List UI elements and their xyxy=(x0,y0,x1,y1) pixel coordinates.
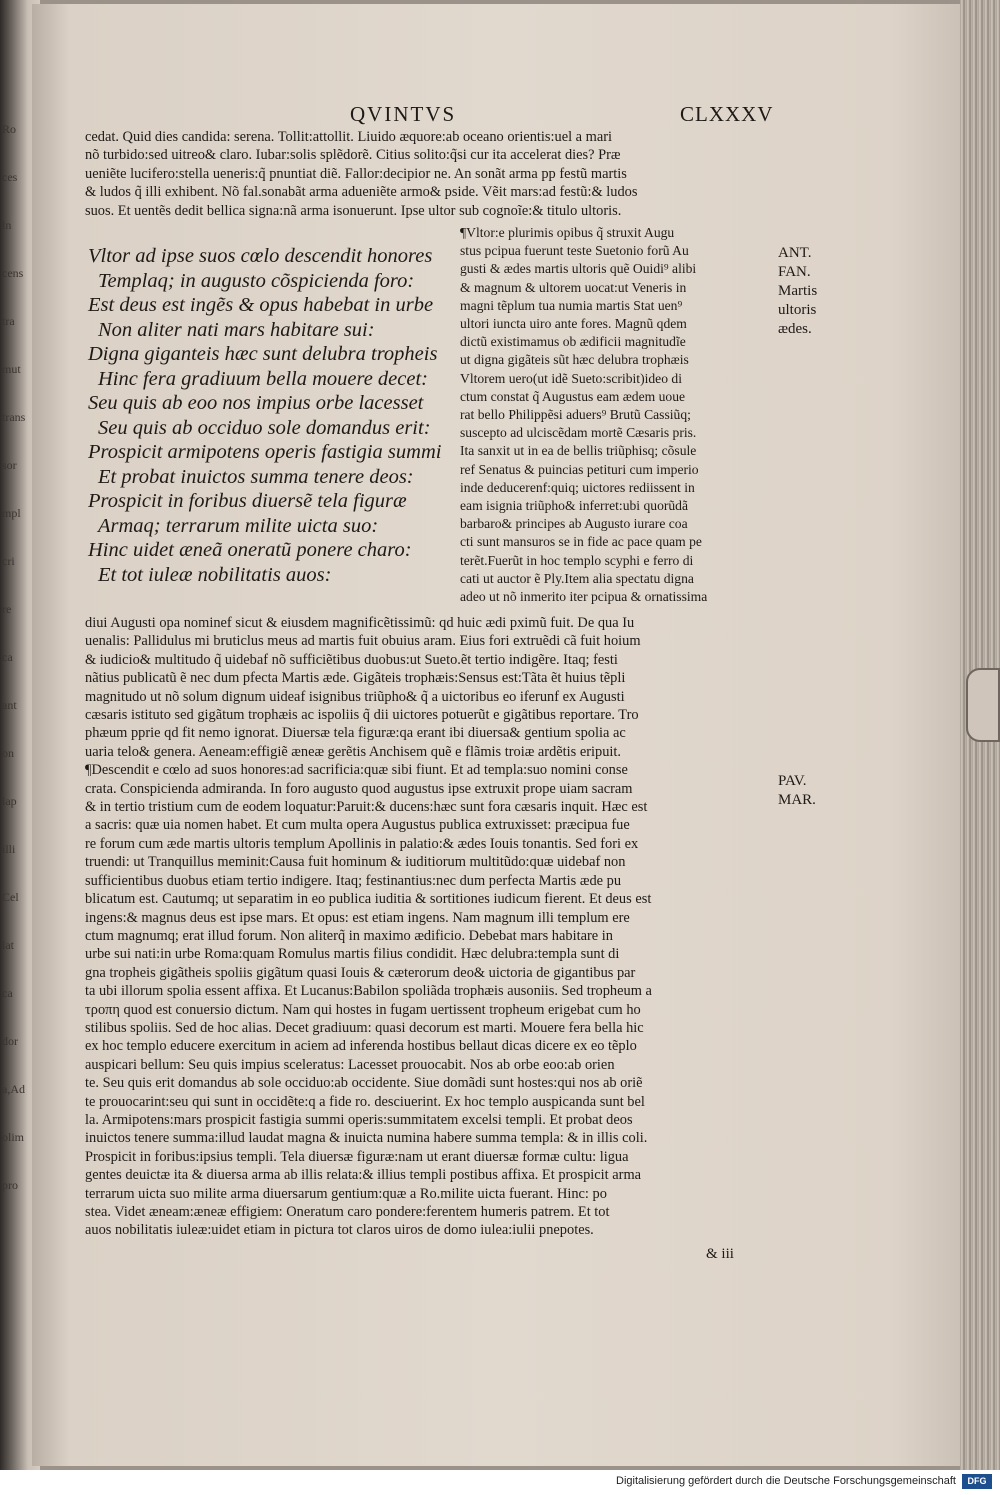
commentary-line: rat bello Philippẽsi aduers⁹ Brutũ Cassiũq; xyxy=(460,407,691,423)
text-line: terrarum uicta suo milite arma diuersarum gentium:quæ a Ro.milite uicta fuerant. Hinc: po xyxy=(85,1185,607,1202)
verse-line: Et tot iuleæ nobilitatis auos: xyxy=(98,563,332,586)
text-line: gna tropheis gigãtheis spoliis gigãtum quasi Iouis & cæterorum deo& uictoria de gigantibus par xyxy=(85,964,636,981)
prev-page-fragment: re xyxy=(2,602,12,616)
text-line: cæsaris istituto sed gigãtum trophæis ac ispoliis q̃ dii uictores potuerũt e gigãtibus reportare. Tro xyxy=(85,707,639,724)
verse-line: Templaq; in augusto cõspicienda foro: xyxy=(98,269,415,292)
margin-note-top xyxy=(778,244,817,339)
prev-page-fragment: dor xyxy=(2,1034,18,1048)
prev-page-fragment: ces xyxy=(2,170,18,184)
text-line: & iudicio& multitudo q̃ uidebaf nõ sufficiẽtibus duobus:ut Sueto.ẽt tertio indigẽre. Itaq; festi xyxy=(85,651,618,668)
prev-page-fragment: olim xyxy=(2,1130,25,1144)
verse-line: Vltor ad ipse suos cœlo descendit honores xyxy=(88,245,433,267)
verse-line: Prospicit in foribus diuersẽ tela figuræ xyxy=(88,490,407,512)
commentary-line: gusti & ædes martis ultoris quẽ Ouidi⁹ alibi xyxy=(460,261,697,277)
prev-page-fragment: sor xyxy=(2,458,17,472)
prev-page-fragment: tra xyxy=(2,314,15,328)
commentary-line: Vltorem uero(ut idẽ Sueto:scribit)ideo di xyxy=(460,370,682,386)
text-line: ta ubi illorum spolia essent affixa. Et Lucanus:Babilon spoliãda trophæis ausoniis. Sed tropheum a xyxy=(85,983,652,1000)
text-line: la. Armipotens:mars prospicit fastigia summi operis:summitatem excelsi templi. Et probat deos xyxy=(85,1111,633,1128)
margin-note-line: PAV. xyxy=(778,773,807,789)
prev-page-fragment: illi xyxy=(2,842,16,856)
verse-line: Est deus est ingẽs & opus habebat in urbe xyxy=(88,294,434,316)
text-line: Prospicit in foribus:ipsius templi. Tela diuersæ figuræ:nam ut erant diuersæ formæ cultu: ligua xyxy=(85,1148,629,1165)
commentary-line: Ita sanxit ut in ea de bellis triũphisq; cõsule xyxy=(460,443,697,459)
prev-page-fragment: cri xyxy=(2,554,15,568)
verse-line: Seu quis ab occiduo sole domandus erit: xyxy=(98,416,431,439)
commentary-line: magni tẽplum tua numia martis Stat uen⁹ xyxy=(460,297,683,313)
text-line: uaria telo& genera. Aeneam:effigiẽ æneæ gerẽtis Anchisem quẽ e flãmis troiæ ardẽtis eripuit. xyxy=(85,743,622,760)
prev-page-fragment: mpl xyxy=(2,506,21,520)
text-line: ex hoc templo educere exercitum in aciem ad inferenda hostibus bellaut dicas dicere ex eo tẽplo xyxy=(85,1038,637,1055)
text-line: sufficientibus duobus etiam tertio indigere. Itaq; festinantius:nec dum perfecta Martis æde pu xyxy=(85,872,622,889)
margin-note-line: Martis xyxy=(778,283,818,299)
prev-page-fragment: Ro xyxy=(2,122,17,136)
verse-line: Et probat inuictos summa tenere deos: xyxy=(98,465,414,488)
prev-page-fragment: on xyxy=(2,746,14,760)
main-commentary-body xyxy=(85,614,760,1240)
text-line: suos. Et uentẽs dedit bellica signa:nã arma isonuerunt. Ipse ultor sub cognoĩe:& titulo ultoris. xyxy=(85,202,622,219)
text-line: re forum cum æde martis ultoris templum Apollinis in palatio:& ædes Iouis tonantis. Sed fori ex xyxy=(85,835,639,852)
text-line: urbe sui nati:in urbe Roma:quam Romulus martis filius condidit. Hæc delubra:templa sunt di xyxy=(85,946,620,963)
margin-note-line: MAR. xyxy=(778,792,816,808)
margin-note-mid xyxy=(778,772,816,810)
commentary-line: stus pcipua fuerunt teste Suetonio forũ Au xyxy=(460,243,689,259)
footer-credit: Digitalisierung gefördert durch die Deutsche Forschungsgemeinschaft xyxy=(616,1475,956,1487)
commentary-line: & magnum & ultorem uocat:ut Veneris in xyxy=(460,279,687,295)
text-line: nõ turbido:sed uitreo& claro. Iubar:solis splẽdorẽ. Citius solito:q̃si cur ita accelerat dies? Præ xyxy=(85,147,621,164)
verse-line: Prospicit armipotens operis fastigia summi xyxy=(88,441,442,463)
prev-page-fragment: ln xyxy=(2,218,12,232)
text-line: & ludos q̃ illi exhibent. Nõ fal.sonabãt arma adueniẽte armo& pside. Vẽit mars:ad festũ:& ludos xyxy=(85,184,638,201)
text-line: te prouocarint:seu qui sunt in occidẽte:q a fide ro. desciuerint. Ex hoc templo auspicanda sunt bel xyxy=(85,1093,645,1110)
folio-number: CLXXXV xyxy=(680,102,774,126)
text-line: uenalis: Pallidulus mi bruticlus meus ad martis fuit obuius aram. Eius fori extruẽdi cã fuit hoium xyxy=(85,633,641,650)
prev-page-fragment: ca xyxy=(2,986,13,1000)
commentary-line: ut digna gigãteis sũt hæc delubra trophæis xyxy=(460,352,689,368)
commentary-line: cati ut auctor ẽ Ply.Item alia spectatu digna xyxy=(460,570,694,586)
prev-page-fragment: trans xyxy=(2,410,26,424)
commentary-line: ctum constat q̃ Augustus eam ædem uoue xyxy=(460,388,686,404)
prev-page-fragment: lap xyxy=(2,794,17,808)
prev-page-fragment: pro xyxy=(2,1178,18,1192)
commentary-line: ref Senatus & puincias petituri cum imperio xyxy=(460,461,699,477)
prev-page-fragment: ca xyxy=(2,650,13,664)
prev-page-fragment: a,Ad xyxy=(2,1082,25,1096)
book-clasp xyxy=(966,668,1000,742)
intro-paragraph xyxy=(85,128,760,220)
commentary-line: eam isignia triũpho& inferret:ubi quorũdã xyxy=(460,498,689,514)
prev-page-fragment: mut xyxy=(2,362,21,376)
text-line: stilibus spoliis. Sed de hoc alias. Decet gradiuum: quasi decorum est marti. Mouere fera bella hic xyxy=(85,1019,644,1036)
text-line: te. Seu quis erit domandus ab sole occiduo:ab occidente. Siue domãdi sunt hostes:qui nos ab oriẽ xyxy=(85,1075,643,1092)
verse-line: Digna giganteis hæc sunt delubra tropheis xyxy=(88,343,438,365)
text-line: phæum pprie qd fit nemo ignorat. Diuersæ tela figuræ:qa erant ibi diuersa& gentium spolia ac xyxy=(85,725,626,742)
digitization-footer xyxy=(0,1470,1000,1495)
text-line: ingens:& magnus deus est ipse mars. Et opus: est etiam ingens. Nam magnum illi templum ere xyxy=(85,909,630,926)
text-line: truendi: ut Tranquillus meminit:Causa fuit hominum & iuditiorum multitũdo:quæ uidebaf non xyxy=(85,854,626,871)
text-line: gentes deuictæ ita & diuersa arma ab illis relata:& illius templi postibus affixa. Et prospicit arma xyxy=(85,1167,642,1184)
text-line: a sacris: quæ uia nomen habet. Et cum multa opera Augustus publica extruxisset: præcipua fue xyxy=(85,817,630,834)
margin-note-line: ultoris xyxy=(778,302,817,318)
dfg-logo: DFG xyxy=(962,1474,992,1489)
verse-line: Hinc uidet æneã oneratũ ponere charo: xyxy=(88,539,412,561)
margin-note-line: ANT. xyxy=(778,245,812,261)
verse-line: Non aliter nati mars habitare sui: xyxy=(98,318,375,341)
prev-page-fragment: Cel xyxy=(2,890,19,904)
text-line: blicatum est. Cautumq; ut separatim in eo publica iuditia & sortitiones iudicum fierent. Et deus est xyxy=(85,891,652,908)
commentary-line: dictũ existimamus ob ædificii magnitudĩe xyxy=(460,334,686,350)
catchword: & iii xyxy=(706,1246,734,1262)
commentary-line: suscepto ad ulciscẽdam mortẽ Cæsaris pris. xyxy=(460,425,697,441)
text-line: τροπη quod est conuersio dictum. Nam qui hostes in fugam uertissent tropheum erigebat cum ho xyxy=(85,1001,641,1018)
commentary-line: cti sunt mansuros se in fide ac pace quam pe xyxy=(460,534,702,550)
verse-column xyxy=(88,244,441,587)
text-line: magnitudo ut nõ solum dignum uideaf isignibus triũpho& q̃ a uictoribus eo iferunf ex Augusti xyxy=(85,688,625,705)
text-line: nãtius publicatũ ẽ nec dum pfecta Martis æde. Gigãteis trophæis:Sensus est:Tãta ẽt huius tẽpli xyxy=(85,670,626,687)
running-head-title: QVINTVS xyxy=(350,102,457,126)
text-line: inuictos tenere summa:illud laudat magna & inuicta numina habere summa templa: & in illis coli. xyxy=(85,1130,648,1147)
commentary-line: terẽt.Fuerũt in hoc templo scyphi e ferro di xyxy=(460,552,694,568)
prev-page-fragment: ant xyxy=(2,698,17,712)
text-line: ctum magnumq; erat illud forum. Non aliterq̃ in maximo ædificio. Debebat mars habitare in xyxy=(85,927,613,944)
text-line: & in tertio tristium cum de eodem loquatur:Paruit:& ducens:hæc sunt fora cæsaris inquit. Hæc est xyxy=(85,799,648,816)
text-line: ¶Descendit e cœlo ad suos honores:ad sacrificia:quæ sibi fiunt. Et ad templa:suo nomini conse xyxy=(85,762,628,779)
commentary-line: barbaro& principes ab Augusto iurare coa xyxy=(460,516,688,532)
commentary-column xyxy=(460,224,707,606)
text-line: auspicari bellum: Seu quis impius sceleratus: Lacesset prouocabit. Nos ab orbe eoo:ab orien xyxy=(85,1056,615,1073)
verse-line: Hinc fera gradiuum bella mouere decet: xyxy=(98,367,429,390)
margin-note-line: ædes. xyxy=(778,321,812,337)
text-line: stea. Videt æneam:æneæ effigiem: Oneratum caro pondere:ferentem humeris patrem. Et tot xyxy=(85,1204,610,1220)
commentary-line: adeo ut nõ inmerito iter pcipua & ornatissima xyxy=(460,589,708,605)
text-line: ueniẽte lucifero:stella ueneris:q̃ pnuntiat diẽ. Fallor:decipior ne. An sonãt arma pp festũ martis xyxy=(85,165,627,182)
commentary-line: ultori iuncta uiro ante fores. Magnũ qdem xyxy=(460,316,687,332)
margin-note-line: FAN. xyxy=(778,264,811,280)
commentary-line: ¶Vltor:e plurimis opibus q̃ struxit Augu xyxy=(460,225,675,240)
prev-page-fragment: cens xyxy=(2,266,24,280)
text-line: auos nobilitatis iuleæ:uidet etiam in pictura tot claros uiros de domo iulea:iulii pnepotes. xyxy=(85,1222,594,1239)
commentary-line: inde deducerenf:quiq; uictores rediissent in xyxy=(460,479,695,495)
text-line: cedat. Quid dies candida: serena. Tollit:attollit. Liuido æquore:ab oceano orientis:uel a mari xyxy=(85,129,613,145)
verse-line: Armaq; terrarum milite uicta suo: xyxy=(98,514,379,537)
verse-line: Seu quis ab eoo nos impius orbe lacesset xyxy=(88,392,424,414)
text-line: crata. Conspicienda admiranda. In foro augusto quod augustus ipse extruxit prope uiam sacram xyxy=(85,780,633,797)
prev-page-fragment: lat xyxy=(2,938,14,952)
text-line: diui Augusti opa nominef sicut & eiusdem magnificẽtissimũ: qd huic ædi pximũ fuit. De qua Iu xyxy=(85,615,635,631)
